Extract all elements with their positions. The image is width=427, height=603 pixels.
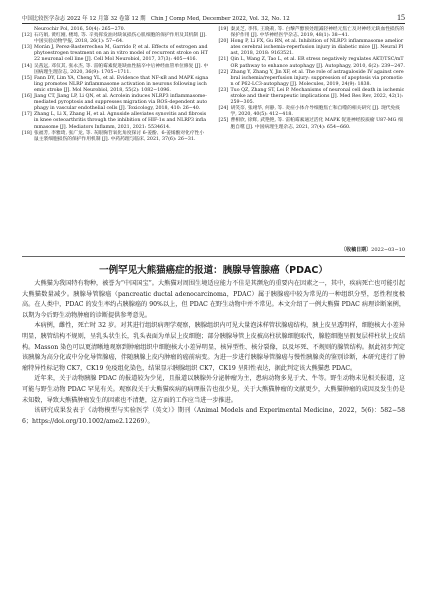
reference-number: [19] — [218, 27, 229, 32]
reference-item — [22, 76, 209, 94]
page-number: 15 — [397, 13, 405, 22]
article-divider — [22, 256, 405, 257]
reference-item — [219, 57, 406, 69]
running-head-text: 中国比较医学杂志 2022 年 12 月第 32 卷第 12 期 Chin J Comp Med, December 2022, Vol. 32, No. 12 — [22, 16, 290, 22]
reference-text: Qin L, Wang Z, Tao L, et al. ER stress negatively regulates AKT/TSC/mTOR pathway to enhance autophagy [J]. Autophagy, 2010, 6(2): 239−247. — [230, 57, 405, 69]
reference-number: [21] — [218, 57, 229, 63]
reference-text: 石巧娟, 黄红刚, 楼琦, 等. 辛夷挥发油对缺氧损伤心肌细胞的保护作用及其机制 [J]. 中国实验动物学报, 2018, 26(1): 57−64. — [34, 33, 207, 45]
reference-text: Morán J, Perez-Basterrechea M, Garrido P, et al. Effects of estrogen and phytoestrogen treatment on an in vitro model of recurrent stroke on HT22 neuronal cell line [J]. Cell Mol Neurobiol, 2017, 37(3): 405−416. — [34, 45, 208, 63]
reference-text: Jiang CT, Jiang LP, Li QN, et al. Acrolein induces NLRP3 inflammasome-mediated pyroptosis and suppresses migration via ROS-dependent autophagy in vascular endothelial cells [J]. Toxicology, 2018, 410: 26−40. — [34, 94, 208, 112]
reference-number: [25] — [218, 118, 229, 124]
reference-number: [22] — [218, 69, 229, 75]
reference-text: Neurochir Pol, 2016, 50(4): 265−270. — [34, 27, 126, 32]
reference-item — [22, 64, 209, 76]
reference-text: 曹相欣, 徐辉, 武艳艳, 等. 雷帕霉素通过活化 MAPK 促进神经胶质瘤 U87-MG 细胞自噬 [J]. 中国病理生理杂志, 2021, 37(4): 654−660. — [230, 118, 403, 130]
reference-text: Tuo QZ, Zhang ST, Lei P. Mechanisms of neuronal cell death in ischemic stroke and their therapeutic implications [J]. Med Res Rev, 2022, 42(1): 259−305. — [230, 87, 405, 106]
reference-item — [219, 106, 406, 118]
reference-number: [16] — [22, 94, 32, 100]
reference-text: Zhang Y, Zhang Y, Jin XF, et al. The role of astragaloside IV against cerebral ischemia/reperfusion injury: suppression of apoptosis via promotion of P62-LC3-autophagy [J]. Molecules, 2019, 24(9): 1838. — [230, 69, 404, 87]
reference-number: [14] — [22, 63, 32, 69]
references — [22, 27, 405, 143]
reference-item — [22, 45, 209, 63]
reference-item — [219, 70, 406, 88]
reference-number: [18] — [22, 130, 32, 136]
reference-number: [12] — [22, 33, 32, 39]
reference-item — [219, 27, 406, 39]
article-paragraph: 近年来，关于动物胰腺 PDAC 的报道较为少见，且报道以胰腺外分泌肿瘤为主，患病动物多见于犬、牛等。野生动物未见相关报道，这可能与野生动物 PDAC 罕见有关。观察段关于大熊猫疾病的病理报告也很少见，关于大熊猫肿瘤的文献更少，大熊猫肿瘤的成因及发生仍是未知数，导致大熊猫肿瘤发生的因素也不清楚，这方面的工作应当进一步推进。 — [22, 375, 405, 404]
references-left-column — [22, 27, 209, 143]
reference-number: [20] — [218, 39, 229, 45]
reference-item — [219, 88, 406, 106]
reference-text: 胡笑奈, 张翊华, 何静, 等. 炎症小体介导细胞焦亡和自噬的相关研究 [J]. 现代免疫学, 2020, 40(5): 412−418. — [230, 106, 400, 118]
reference-number: [13] — [22, 45, 32, 51]
header-rule — [22, 23, 405, 24]
received-date-label: 〔收稿日期〕 — [341, 247, 372, 253]
received-date-value: 2022−03−10 — [371, 247, 405, 253]
reference-number: [15] — [22, 75, 32, 81]
article-body — [22, 279, 405, 427]
article-paragraph: 大熊猫为我国特有物种，被誉为“中国国宝”。大熊猫对周围生境适应能力不佳是其濒危的重要内在因素之一，其中，疾病死亡也可能引起大熊猫数量减少。胰腺导管腺癌（pancreatic ductal adenocarcinoma，PDAC）属于胰腺癌中较为常见的一种组织分型，恶性程度极高。在人类中，PDAC 的发生率约占胰腺癌的 90%以上，但 PDAC 在野生动物中并不常见。本文介绍了一例大熊猫 PDAC 病理诊断案例，以期为今后野生动物肿瘤的诊断提供参考意见。 — [22, 280, 405, 319]
reference-number: [24] — [218, 106, 229, 112]
article-title: 一例罕见大熊猫癌症的报道：胰腺导管腺癌（PDAC） — [99, 265, 328, 276]
reference-item — [22, 131, 209, 143]
reference-text: Zhang L, Li X, Zhang H, et al. Agnuside alleviates synovitis and fibrosis in knee osteoarthritis through the inhibition of HIF-1α and NLRP3 inflammasome [J]. Mediators Inflamm, 2021, 2021: 5534614. — [34, 112, 207, 130]
reference-number: [23] — [218, 87, 229, 93]
reference-item — [22, 94, 209, 112]
reference-item — [219, 39, 406, 57]
reference-item — [22, 33, 209, 45]
reference-text: Fann DY, Lim YA, Cheng YL, et al. Evidence that NF-κB and MAPK signaling promotes NLRP inflammasome activation in neurons following ischemic stroke [J]. Mol Neurobiol, 2018, 55(2): 1082−1096. — [34, 75, 209, 93]
references-right-column — [219, 27, 406, 143]
reference-text: 张福芳, 李雅琦, 张广龙, 等. 灰眼胸苷氧化角度探讨 6-姜酚、6-姜烯酚对化疗性小鼠主浆细胞损伤的保护作用机制 [J]. 中药药理与临床, 2021, 37(6): 26−31. — [34, 130, 205, 142]
article-paragraph: 该研究成果发表于《动物模型与实验医学（英文）》期刊（Animal Models and Experimental Medicine，2022，5(6)：582−586；https://doi.org/10.1002/ame2.12269）。 — [22, 407, 405, 425]
reference-text: 秦灵芝, 李伟, 王晓莉, 等. 白藜芦醇预处理减轻神经元焦亡及对神经元缺血性损伤的保护作用 [J]. 中华神经医学杂志, 2019, 48(1): 38−41. — [230, 27, 405, 39]
reference-text: Hong P, Li FX, Gu RN, et al. Inhibition of NLRP3 inflammasome ameliorates cerebral ischemia-reperfusion injury in diabetic mice [J]. Neural Plast, 2018, 2018: 9163521. — [230, 39, 404, 57]
received-date — [341, 246, 405, 253]
running-head — [22, 8, 405, 22]
reference-item — [22, 112, 209, 130]
reference-item — [219, 118, 406, 130]
article-paragraph: 本病例，雌性，死亡时 32 岁。对其进行组织病理学观察，胰腺组织内可见大量泡沫样管状腺癌结构，胰上皮呈透明样，细胞核大小差异明显，胰管结构不规则，呈乳头状生长，乳头表面为单层上皮细胞；部分胰腺导管上皮被高柱状腺细胞取代，腺腔细胞呈假复层样柱状上皮结构。Masson 染色可以更清晰地观察到肿瘤组织中细胞核大小差异明显，核异型性、核分裂像，以及坏死、不规则的腺管结构。据此初步判定该胰腺为高分化或中分化导管腺癌，伴随胰腺上皮内肿瘤的癌前病变。为进一步进行胰腺导管腺癌与慢性胰腺炎的鉴别诊断，本研究进行了肿瘤特异性标记物 CK7，CK19 免疫组化染色，结果显示胰腺组织 CK7，CK19 呈阳性表达，据此判定该大熊猫患 PDAC。 — [22, 322, 405, 372]
reference-text: 吴茜远, 邓仅其, 张永杰, 等. 雷帕霉素促进缺血性脑卒中后神经血管单位修复 [J]. 中国病理生理杂志, 2020, 36(9): 1705−1711. — [34, 63, 209, 75]
reference-number: [17] — [22, 112, 32, 118]
